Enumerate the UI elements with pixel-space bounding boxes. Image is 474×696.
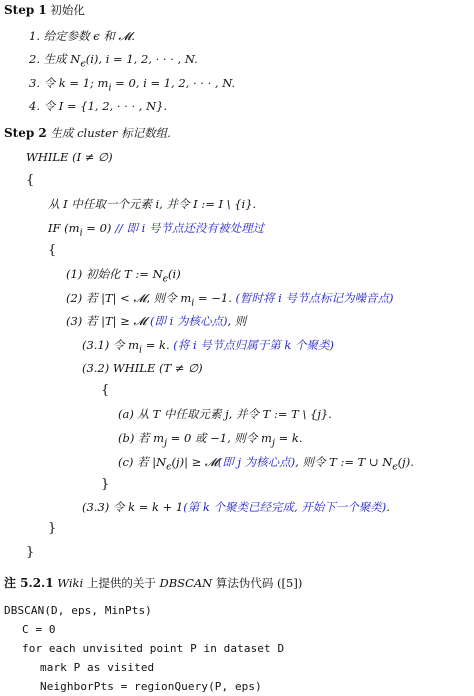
note-line: 注 5.2.1 Wiki 上提供的关于 DBSCAN 算法伪代码 ([5]): [4, 576, 303, 590]
step1-heading: [4, 3, 85, 17]
step2-title: 生成 cluster 标记数组.: [50, 126, 171, 140]
step-3-1-line: (3.1) 令 $m_i = k$. (将 i 号节点归属于第 k 个聚类): [82, 338, 335, 356]
while-line: WHILE (I ≠ ∅): [26, 150, 113, 164]
step-2-line: (2) 若 |T| < 𝓜, 则令 $m_i = -1$. (暂时将 i 号节点标记为噪音点): [66, 291, 394, 309]
note-label: 注 5.2.1: [4, 576, 54, 590]
core-point-comment: (即 i 为核心点): [150, 314, 228, 328]
if-line: IF $(m_i = 0)$ // 即 i 号节点还没有被处理过: [48, 221, 264, 239]
assign-cluster-comment: (将 i 号节点归属于第 k 个聚类): [173, 338, 335, 352]
pick-line: 从 I 中任取一个元素 i, 并令 I := I \ {i}.: [48, 197, 257, 211]
step1-item-3: 3. 令 k = 1; $m_i = 0$, i = 1, 2, · · · , N.: [29, 76, 236, 94]
code-line-1: DBSCAN(D, eps, MinPts): [4, 604, 152, 617]
step-1-line: (1) 初始化 T := $N_\epsilon(i)$: [66, 267, 181, 285]
step-c-line: (c) 若 $|N_\epsilon(j)|$ ≥ 𝓜(即 j 为核心点), 则令 T := T ∪ $N_\epsilon(j)$.: [118, 455, 414, 473]
step1-item-1: 1. 给定参数 ϵ 和 𝓜.: [29, 29, 136, 43]
code-line-4: mark P as visited: [40, 661, 155, 674]
step-3-3-line: (3.3) 令 k = k + 1(第 k 个聚类已经完成, 开始下一个聚类).: [82, 500, 390, 514]
step2-label: Step 2: [4, 126, 47, 140]
step1-label: Step 1: [4, 3, 47, 17]
step1-item-4: 4. 令 I = {1, 2, · · · , N}.: [29, 99, 168, 113]
step-3-2-line: (3.2) WHILE (T ≠ ∅): [82, 361, 203, 375]
step-3-line: (3) 若 |T| ≥ 𝓜 (即 i 为核心点), 则: [66, 314, 247, 328]
close-brace-2: }: [48, 521, 57, 536]
core-point-comment-j: (即 j 为核心点): [217, 455, 296, 469]
step2-heading: [4, 126, 171, 140]
open-brace-2: {: [48, 243, 57, 258]
close-brace-3: }: [101, 477, 110, 492]
step1-item-2: 2. 生成 $N_\epsilon(i)$, i = 1, 2, · · · , N.: [29, 52, 198, 70]
step-a-line: (a) 从 T 中任取元素 j, 并令 T := T \ {j}.: [118, 407, 332, 421]
step-b-line: (b) 若 $m_j = 0$ 或 −1, 则令 $m_j = k$.: [118, 431, 303, 449]
if-comment: // 即 i 号节点还没有被处理过: [115, 221, 264, 235]
close-brace-1: }: [26, 545, 35, 560]
code-line-2: C = 0: [22, 623, 56, 636]
noise-point-label: 噪音点: [354, 291, 389, 305]
open-brace-1: {: [26, 173, 35, 188]
step1-title: 初始化: [50, 3, 85, 17]
code-line-5: NeighborPts = regionQuery(P, eps): [40, 680, 262, 693]
code-line-3: for each unvisited point P in dataset D: [22, 642, 285, 655]
cluster-done-comment: (第 k 个聚类已经完成, 开始下一个聚类): [183, 500, 387, 514]
open-brace-3: {: [101, 383, 110, 398]
